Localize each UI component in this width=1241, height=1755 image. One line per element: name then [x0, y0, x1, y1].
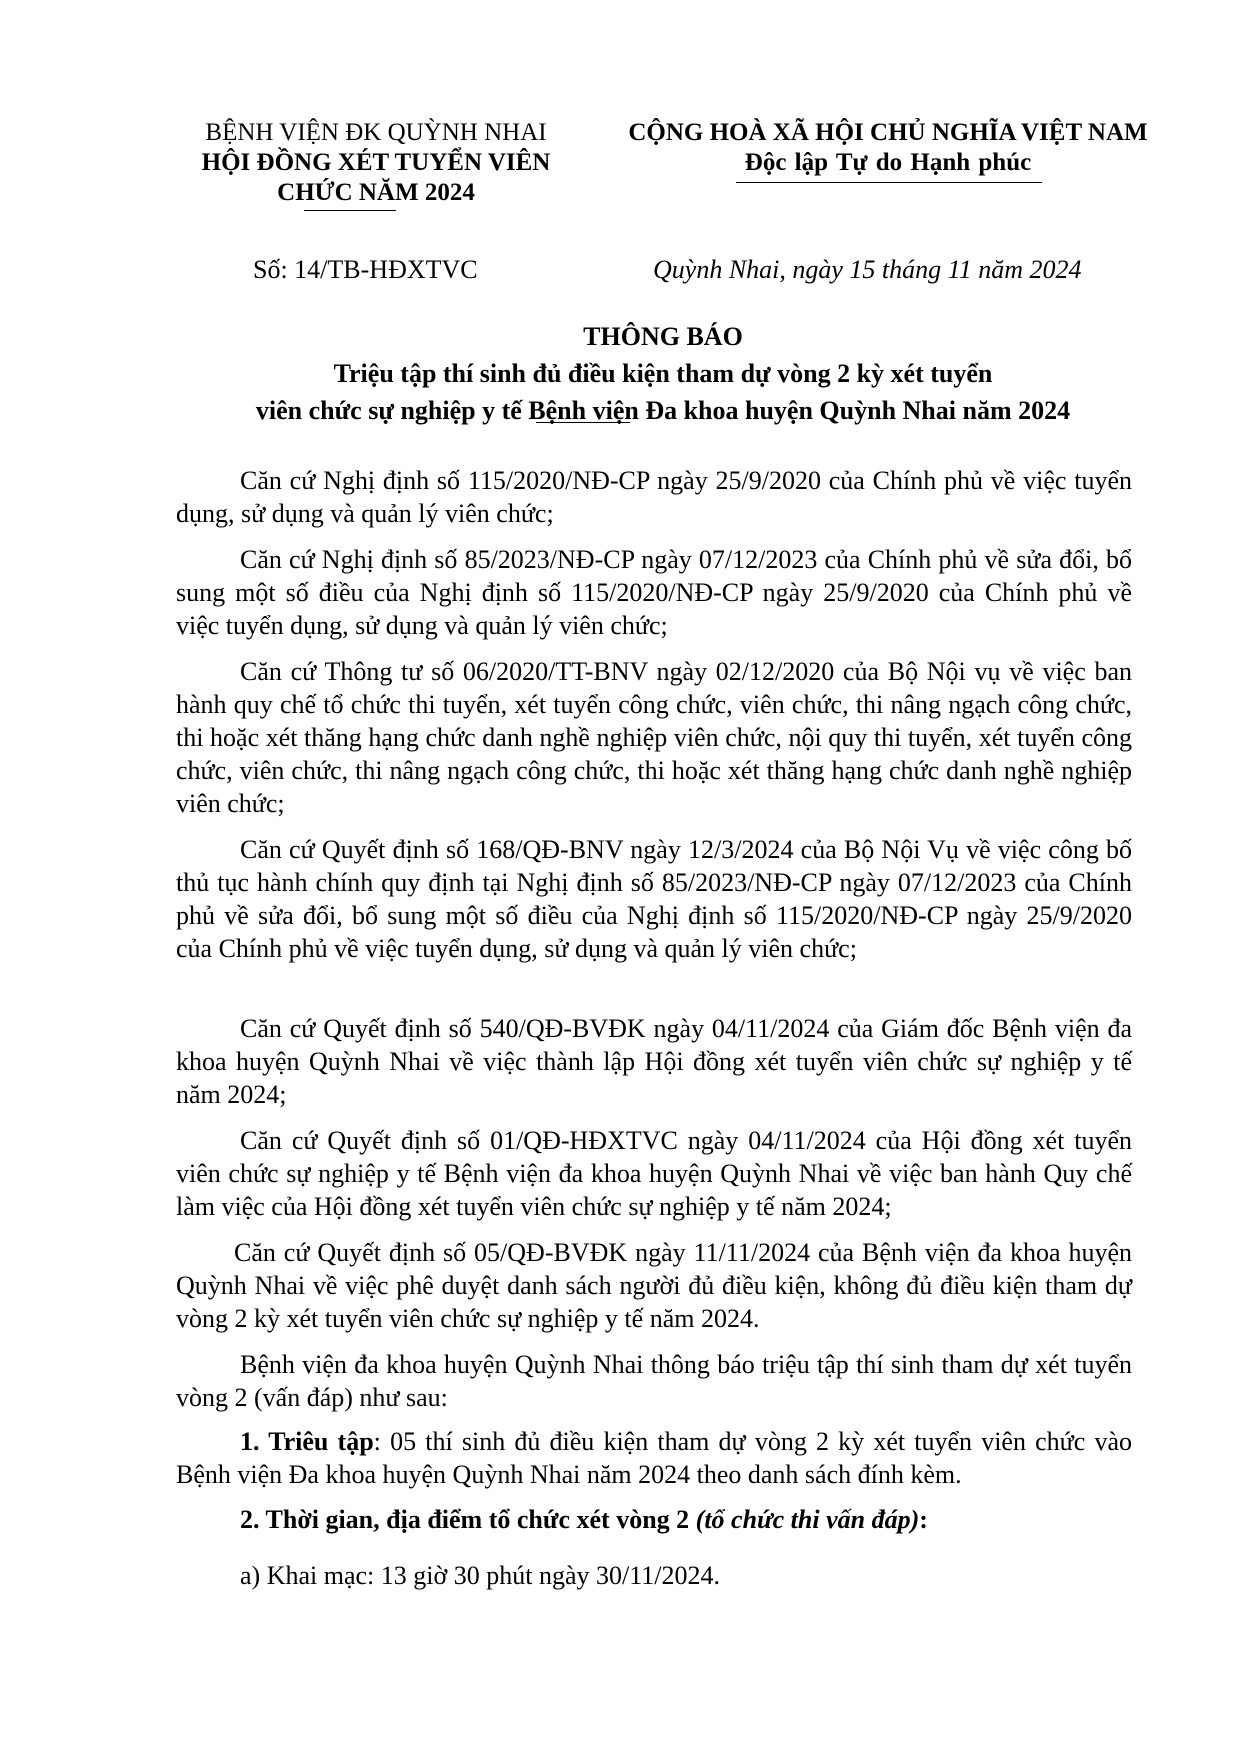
announcement-paragraph: Bệnh viện đa khoa huyện Quỳnh Nhai thông báo triệu tập thí sinh tham dự xét tuyển vòng 2 (vấn đáp) như sau:	[176, 1350, 1132, 1412]
opening-time-item: a) Khai mạc: 13 giờ 30 phút ngày 30/11/2024.	[240, 1561, 720, 1590]
legal-basis-paragraph: Căn cứ Thông tư số 06/2020/TT-BNV ngày 02/12/2020 của Bộ Nội vụ về việc ban hành quy chế tổ chức thi tuyển, xét tuyển công chức, viên chức, thi nâng ngạch công chức, thi hoặc xét thăng hạng chức danh nghề nghiệp viên chức, nội quy thi tuyển, xét tuyển công chức, viên chức, thi nâng ngạch công chức, thi hoặc xét thăng hạng chức danh nghề nghiệp viên chức;	[176, 657, 1132, 818]
motto: Độc lập Tự do Hạnh phúc	[744, 149, 1032, 176]
org-name-line2: HỘI ĐỒNG XÉT TUYỂN VIÊN	[201, 149, 551, 176]
legal-basis-paragraph: Căn cứ Quyết định số 168/QĐ-BNV ngày 12/3/2024 của Bộ Nội Vụ về việc công bố thủ tục hành chính quy định tại Nghị định số 85/2023/NĐ-CP ngày 07/12/2023 của Chính phủ về sửa đổi, bổ sung một số điều của Nghị định số 115/2020/NĐ-CP ngày 25/9/2020 của Chính phủ về việc tuyển dụng, sử dụng và quản lý viên chức;	[176, 835, 1132, 963]
section-1-paragraph	[176, 1425, 1132, 1491]
issuing-org-block	[166, 118, 586, 208]
national-motto-block	[618, 118, 1158, 178]
legal-basis-paragraph: Căn cứ Nghị định số 115/2020/NĐ-CP ngày 25/9/2020 của Chính phủ về việc tuyển dụng, sử dụng và quản lý viên chức;	[176, 466, 1132, 528]
place-date: Quỳnh Nhai, ngày 15 tháng 11 năm 2024	[653, 255, 1082, 284]
title-underline	[536, 422, 630, 423]
section-2-label: 2. Thời gian, địa điểm tổ chức xét vòng 2	[240, 1505, 696, 1534]
section-1-text: : 05 thí sinh đủ điều kiện tham dự vòng 2 kỳ xét tuyển viên chức vào Bệnh viện Đa khoa huyện Quỳnh Nhai năm 2024 theo danh sách đính kèm.	[176, 1427, 1133, 1489]
document-number: Số: 14/TB-HĐXTVC	[253, 255, 478, 284]
nation-name: CỘNG HOÀ XÃ HỘI CHỦ NGHĨA VIỆT NAM	[628, 119, 1148, 146]
org-underline	[304, 210, 396, 211]
motto-underline	[736, 182, 1042, 183]
notice-subtitle-line2: viên chức sự nghiệp y tế Bệnh viện Đa khoa huyện Quỳnh Nhai năm 2024	[255, 396, 1071, 425]
org-name-line1: BỆNH VIỆN ĐK QUỲNH NHAI	[205, 119, 547, 146]
legal-basis-paragraph: Căn cứ Nghị định số 85/2023/NĐ-CP ngày 07/12/2023 của Chính phủ về sửa đổi, bổ sung một số điều của Nghị định số 115/2020/NĐ-CP ngày 25/9/2020 của Chính phủ về việc tuyển dụng, sử dụng và quản lý viên chức;	[176, 545, 1132, 640]
legal-basis-paragraph: Căn cứ Quyết định số 01/QĐ-HĐXTVC ngày 04/11/2024 của Hội đồng xét tuyển viên chức sự nghiệp y tế Bệnh viện đa khoa huyện Quỳnh Nhai về việc ban hành Quy chế làm việc của Hội đồng xét tuyển viên chức sự nghiệp y tế năm 2024;	[176, 1126, 1132, 1221]
notice-heading: THÔNG BÁO	[583, 322, 743, 351]
section-2-colon: :	[919, 1505, 928, 1534]
legal-basis-paragraph: Căn cứ Quyết định số 05/QĐ-BVĐK ngày 11/11/2024 của Bệnh viện đa khoa huyện Quỳnh Nhai về việc phê duyệt danh sách người đủ điều kiện, không đủ điều kiện tham dự vòng 2 kỳ xét tuyển viên chức sự nghiệp y tế năm 2024.	[176, 1238, 1132, 1333]
section-2-heading	[176, 1503, 1132, 1536]
section-2-italic: (tổ chức thi vấn đáp)	[695, 1505, 920, 1534]
org-name-line3: CHỨC NĂM 2024	[277, 179, 475, 206]
legal-basis-paragraph: Căn cứ Quyết định số 540/QĐ-BVĐK ngày 04/11/2024 của Giám đốc Bệnh viện đa khoa huyện Quỳnh Nhai về việc thành lập Hội đồng xét tuyển viên chức sự nghiệp y tế năm 2024;	[176, 1014, 1132, 1109]
notice-title-block	[100, 318, 1226, 429]
notice-subtitle-line1: Triệu tập thí sinh đủ điều kiện tham dự vòng 2 kỳ xét tuyển	[333, 359, 993, 388]
section-1-label: 1. Triêu tập	[240, 1427, 374, 1456]
